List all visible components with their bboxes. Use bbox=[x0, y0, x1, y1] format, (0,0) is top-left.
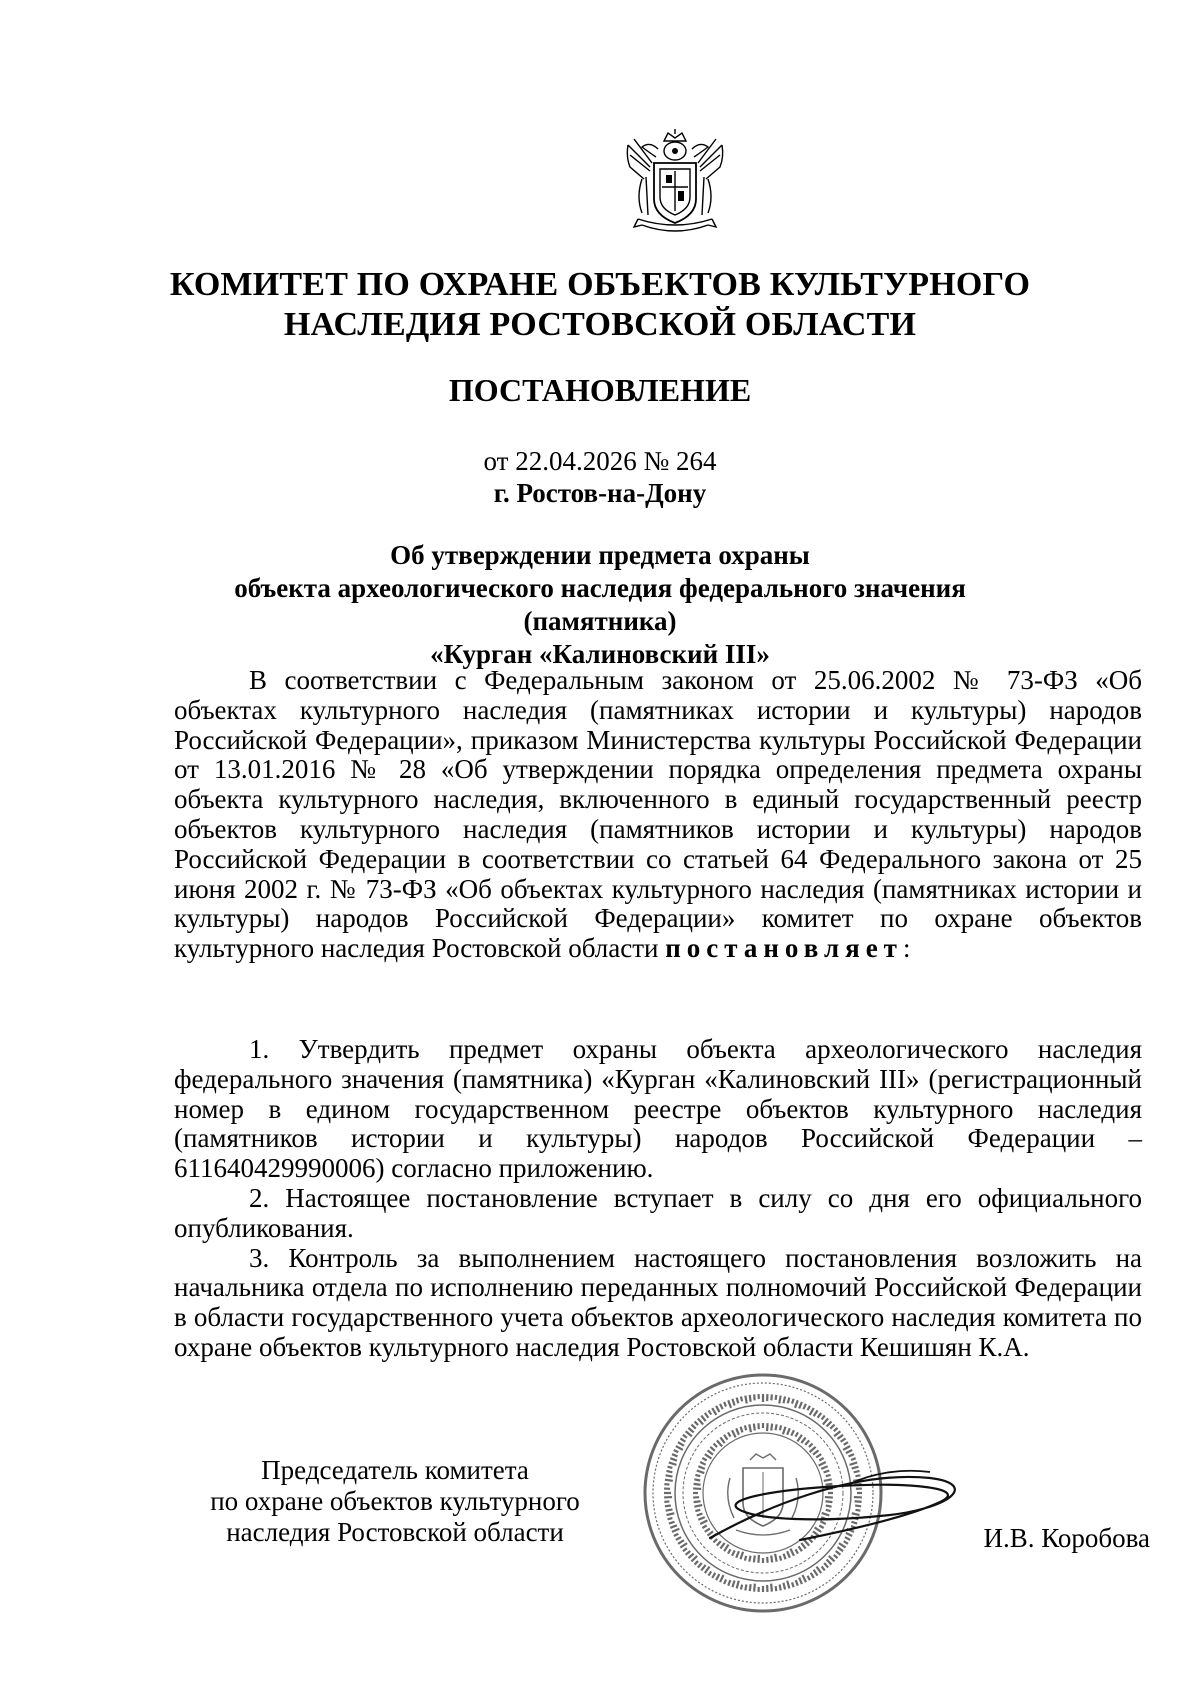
preamble-paragraph bbox=[174, 666, 1142, 964]
city: г. Ростов-на-Дону bbox=[493, 478, 707, 508]
document-subject bbox=[160, 539, 1040, 671]
subject-line-3: «Курган «Калиновский III» bbox=[430, 639, 770, 669]
signatory-title-line-1: Председатель комитета bbox=[261, 1455, 529, 1485]
date-and-number: от 22.04.2026 № 264 bbox=[483, 446, 717, 476]
resolution-item-3: 3. Контроль за выполнением настоящего постановления возложить на начальника отдела по исполнению переданных полномочий Российской Федерации в области государственного учета объектов археологического наследия комитета по охране объектов культурного наследия Ростовской области Кешишян К.А. bbox=[174, 1242, 1142, 1362]
subject-line-2: объекта археологического наследия федерального значения (памятника) bbox=[234, 573, 966, 636]
resolves-colon: : bbox=[902, 933, 911, 964]
document-type: ПОСТАНОВЛЕНИЕ bbox=[448, 372, 752, 408]
coat-of-arms-icon bbox=[620, 127, 730, 239]
resolution-items bbox=[174, 1035, 1142, 1363]
resolution-item-2: 2. Настоящее постановление вступает в силу со дня его официального опубликования. bbox=[174, 1182, 1142, 1243]
preamble-text: В соответствии с Федеральным законом от 25.06.2002 № 73-ФЗ «Об объектах культурного наследия (памятниках истории и культуры) народов Российской Федерации», приказом Министерства культуры Российской Федерации от 13.01.2016 № 28 «Об утверждении порядка определения предмета охраны объекта культурного наследия, включенного в единый государственный реестр объектов культурного наследия (памятников истории и культуры) народов Российской Федерации в соответствии со статьей 64 Федерального закона от 25 июня 2002 г. № 73-ФЗ «Об объектах культурного наследия (памятниках истории и культуры) народов Российской Федерации» комитет по охране объектов культурного наследия Ростовской области bbox=[174, 665, 1142, 964]
signatory-title bbox=[170, 1455, 620, 1548]
resolves-word: постановляет bbox=[665, 933, 903, 964]
organization-name-line-2: НАСЛЕДИЯ РОСТОВСКОЙ ОБЛАСТИ bbox=[283, 306, 917, 343]
subject-line-1: Об утверждении предмета охраны bbox=[390, 540, 810, 570]
resolution-item-1: 1. Утвердить предмет охраны объекта археологического наследия федерального значения (памятника) «Курган «Калиновский III» (регистрационный номер в едином государственном реестре объектов культурного наследия (памятников истории и культуры) народов Российской Федерации – 611640429990006) согласно приложению. bbox=[174, 1034, 1142, 1184]
signatory-title-line-2: по охране объектов культурного bbox=[210, 1486, 580, 1516]
handwritten-signature-icon bbox=[700, 1450, 1000, 1560]
signatory-name: И.В. Коробова bbox=[983, 1523, 1150, 1553]
organization-name-line-1: КОМИТЕТ ПО ОХРАНЕ ОБЪЕКТОВ КУЛЬТУРНОГО bbox=[169, 266, 1031, 303]
signatory-title-line-3: наследия Ростовской области bbox=[226, 1517, 564, 1547]
